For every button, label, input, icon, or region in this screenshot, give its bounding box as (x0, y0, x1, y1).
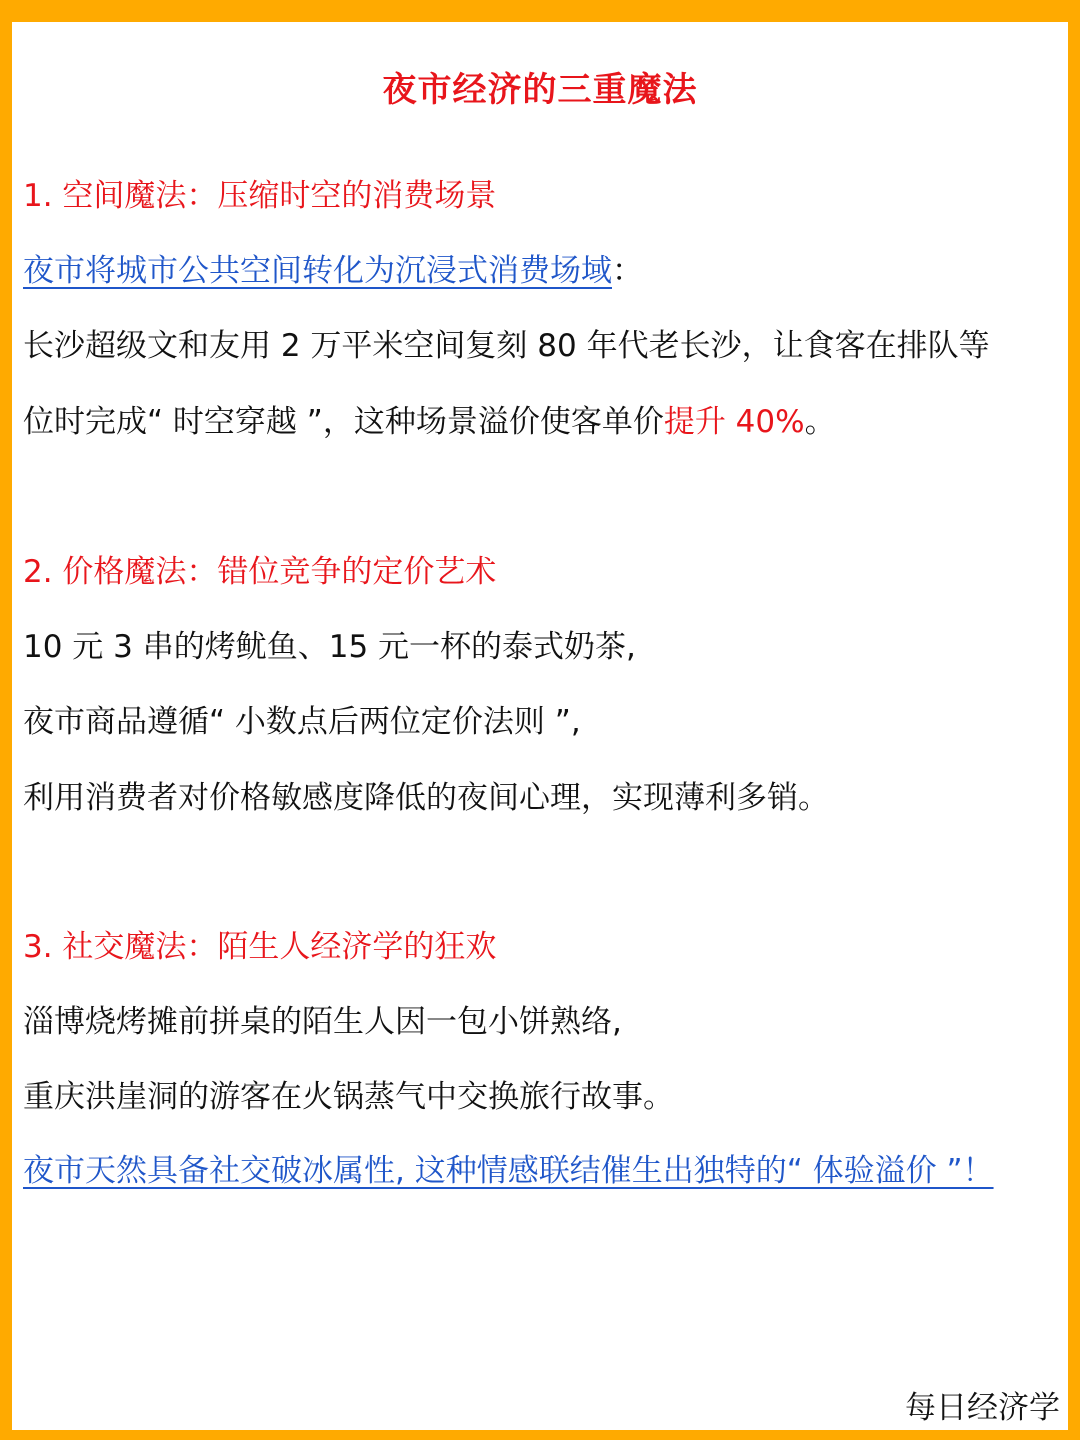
section-2-line-3: 利用消费者对价格敏感度降低的夜间心理，实现薄利多销。 (23, 780, 829, 816)
section-1-highlight: 提升 40% (663, 404, 805, 440)
section-3-heading: 3. 社交魔法：陌生人经济学的狂欢 (23, 929, 497, 965)
section-3-line-1: 淄博烧烤摊前拼桌的陌生人因一包小饼熟络, (23, 1004, 622, 1040)
section-1-line-2: 长沙超级文和友用 2 万平米空间复刻 80 年代老长沙，让食客在排队等 (23, 328, 990, 364)
section-1-line-3-prefix: 位时完成“ 时空穿越 ”，这种场景溢价使客单价 (23, 404, 664, 440)
section-1-line-1 (23, 247, 643, 295)
section-3-line-2: 重庆洪崖洞的游客在火锅蒸气中交换旅行故事。 (23, 1079, 674, 1115)
section-1-line-3-suffix: 。 (804, 404, 836, 440)
section-2-line-1: 10 元 3 串的烤鱿鱼、15 元一杯的泰式奶茶, (23, 629, 636, 665)
section-1-line-3 (23, 398, 836, 446)
section-1-heading: 1. 空间魔法：压缩时空的消费场景 (23, 178, 497, 214)
section-3-link[interactable]: 夜市天然具备社交破冰属性, 这种情感联结催生出独特的“ 体验溢价 ”！ (23, 1153, 994, 1189)
section-2-heading: 2. 价格魔法：错位竞争的定价艺术 (23, 554, 497, 590)
section-1-link[interactable]: 夜市将城市公共空间转化为沉浸式消费场域 (23, 253, 612, 289)
section-1-link-suffix: ： (612, 253, 643, 289)
section-2-line-2: 夜市商品遵循“ 小数点后两位定价法则 ”, (23, 704, 581, 740)
section-3-line-3 (23, 1147, 994, 1195)
footer-brand: 每日经济学 (905, 1390, 1060, 1426)
page-title: 夜市经济的三重魔法 (382, 70, 698, 110)
